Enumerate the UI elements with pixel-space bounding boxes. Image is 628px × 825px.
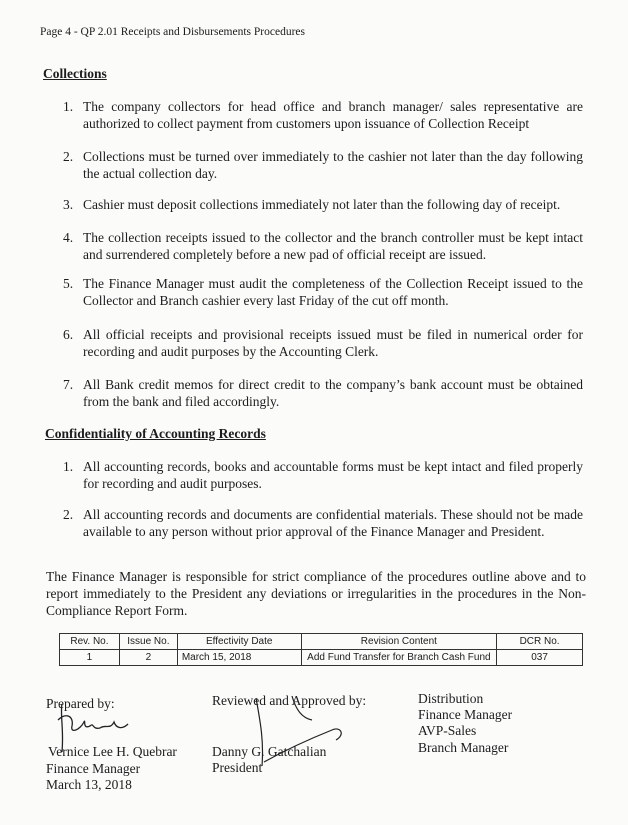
- confidentiality-heading: Confidentiality of Accounting Records: [45, 426, 266, 441]
- item-text: Cashier must deposit collections immediately not later than the following day of receipt.: [83, 197, 561, 212]
- table-row: [60, 650, 583, 666]
- revision-table: [59, 633, 583, 666]
- item-text: The company collectors for head office and branch manager/ sales representative are authorized to collect payment from customers upon issuance of Collection Receipt: [83, 99, 583, 131]
- item-text: The collection receipts issued to the collector and the branch controller must be kept intact and surrendered completely before a new pad of official receipt are issued.: [83, 230, 583, 262]
- item-number: 6.: [63, 327, 74, 342]
- page-header: Page 4 - QP 2.01 Receipts and Disbursements Procedures: [40, 26, 305, 38]
- distribution-line: Branch Manager: [418, 740, 509, 755]
- reviewed-by-name: Danny G. Gatchalian: [212, 744, 327, 759]
- item-text: The Finance Manager must audit the completeness of the Collection Receipt issued to the Collector and Branch cashier every last Friday of the cut off month.: [83, 276, 583, 308]
- item-number: 2.: [63, 507, 74, 522]
- table-header-row: [60, 634, 583, 650]
- collections-list: [63, 98, 585, 408]
- item-number: 4.: [63, 230, 74, 245]
- item-text: All official receipts and provisional receipts issued must be filed in numerical order for recording and audit purposes by the Accounting Clerk.: [83, 327, 583, 359]
- col-revision-content: Revision Content: [301, 634, 497, 650]
- item-number: 1.: [63, 459, 74, 474]
- reviewed-by-label: Reviewed and Approved by:: [212, 693, 367, 708]
- item-text: All accounting records and documents are confidential materials. These should not be made available to any person without prior approval of the Finance Manager and President.: [83, 507, 583, 539]
- distribution-line: Finance Manager: [418, 707, 513, 722]
- prepared-by-date: March 13, 2018: [46, 777, 132, 792]
- item-text: Collections must be turned over immediately to the cashier not later than the day following the actual collection day.: [83, 149, 583, 181]
- item-number: 3.: [63, 197, 74, 212]
- cell-rev-no: 1: [60, 650, 120, 666]
- col-effectivity-date: Effectivity Date: [177, 634, 301, 650]
- reviewed-by-title: President: [212, 760, 263, 775]
- cell-dcr-no: 037: [497, 650, 583, 666]
- prepared-by-label: Prepared by:: [46, 696, 115, 711]
- item-number: 5.: [63, 276, 74, 291]
- cell-effectivity-date: March 15, 2018: [177, 650, 301, 666]
- collections-heading: Collections: [43, 66, 107, 81]
- cell-issue-no: 2: [119, 650, 177, 666]
- item-number: 1.: [63, 99, 74, 114]
- confidentiality-list: [63, 458, 585, 558]
- col-rev-no: Rev. No.: [60, 634, 120, 650]
- item-number: 7.: [63, 377, 74, 392]
- prepared-by-title: Finance Manager: [46, 761, 141, 776]
- col-issue-no: Issue No.: [119, 634, 177, 650]
- cell-revision-content: Add Fund Transfer for Branch Cash Fund: [301, 650, 497, 666]
- item-text: All accounting records, books and accountable forms must be kept intact and filed properly for recording and audit purposes.: [83, 459, 583, 491]
- col-dcr-no: DCR No.: [497, 634, 583, 650]
- distribution-label: Distribution: [418, 691, 484, 706]
- prepared-by-name: Vernice Lee H. Quebrar: [48, 744, 177, 759]
- closing-paragraph: The Finance Manager is responsible for strict compliance of the procedures outline above and to report immediately to the President any deviations or irregularities in the procedures in the Non-Compliance Report Form.: [46, 569, 586, 618]
- item-number: 2.: [63, 149, 74, 164]
- item-text: All Bank credit memos for direct credit to the company’s bank account must be obtained from the bank and filed accordingly.: [83, 377, 583, 409]
- distribution-line: AVP-Sales: [418, 723, 477, 738]
